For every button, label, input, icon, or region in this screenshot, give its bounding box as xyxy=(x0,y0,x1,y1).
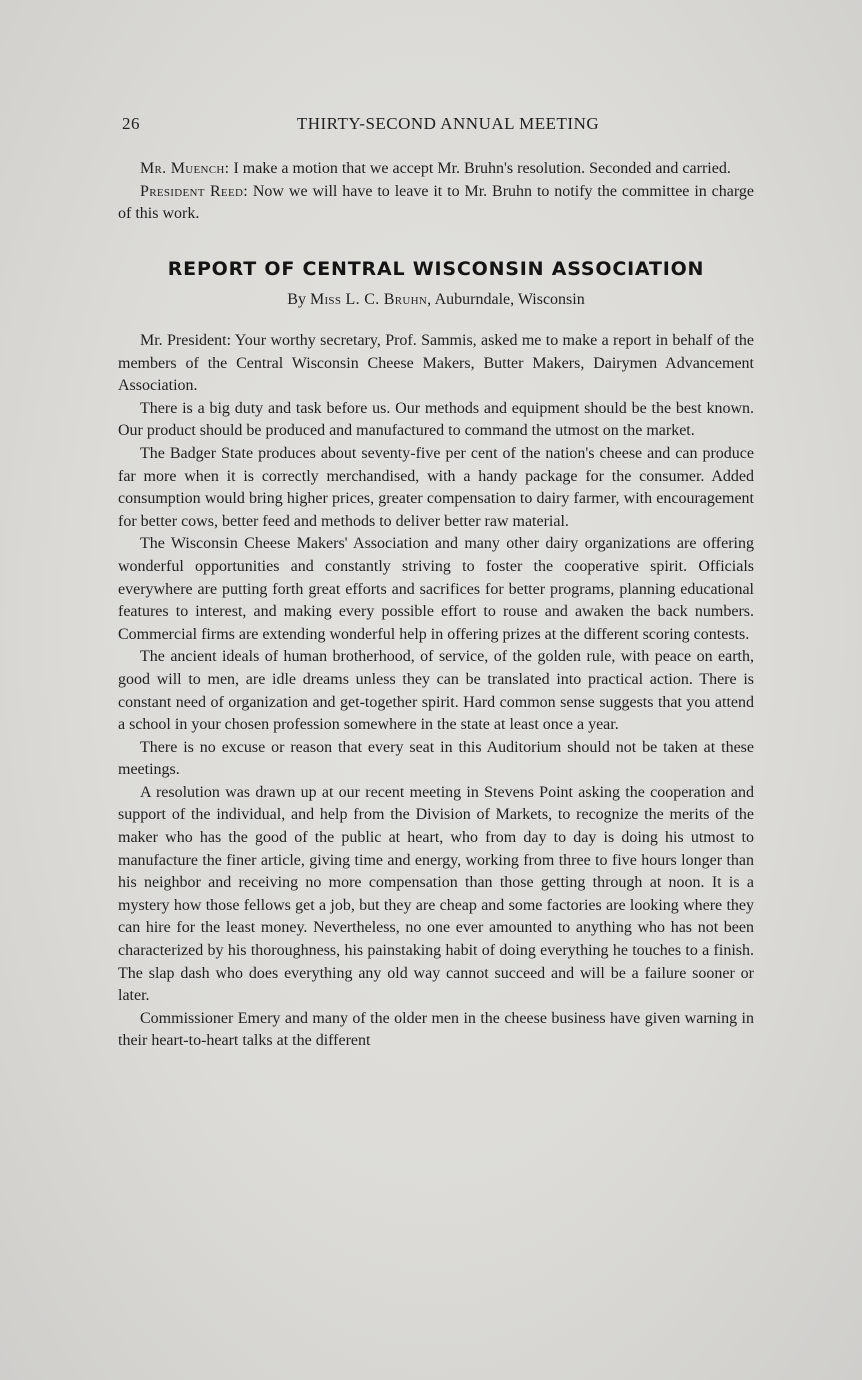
body-paragraph: The ancient ideals of human brotherhood, of service, of the golden rule, with peace on earth, good will to men, are idle dreams unless they can be translated into practical action. There is constant need of organization and get-together spirit. Hard common sense suggests that you attend a school in your chosen profession somewhere in the state at least once a year. xyxy=(118,648,754,734)
dialogue-paragraph xyxy=(118,181,754,226)
running-head-title: THIRTY-SECOND ANNUAL MEETING xyxy=(296,114,600,133)
report-title: REPORT OF CENTRAL WISCONSIN ASSOCIATION xyxy=(167,258,705,280)
dialogue-text: Now we will have to leave it to Mr. Bruhn to notify the committee in charge of this work. xyxy=(118,182,755,223)
body-paragraph: The Wisconsin Cheese Makers' Association and many other dairy organizations are offering wonderful opportunities and constantly striving to foster the cooperative spirit. Officials everywhere are putting forth great efforts and sacrifices for better programs, planning educational features to interest, and making every possible effort to rouse and awaken the back numbers. Commercial firms are extending wonderful help in offering prizes at the different scoring contests. xyxy=(118,535,754,643)
body-paragraph: There is a big duty and task before us. Our methods and equipment should be the best known. Our product should be produced and manufactured to command the utmost on the market. xyxy=(118,399,754,440)
body-paragraph: Mr. President: Your worthy secretary, Prof. Sammis, asked me to make a report in behalf of the members of the Central Wisconsin Cheese Makers, Butter Makers, Dairymen Advancement Association. xyxy=(118,332,754,395)
speaker-name: President Reed: xyxy=(140,182,248,200)
speaker-name: Mr. Muench: xyxy=(140,160,230,177)
report-body xyxy=(118,330,754,1053)
body-paragraph: The Badger State produces about seventy-five per cent of the nation's cheese and can produce far more when it is correctly merchandised, with a handy package for the consumer. Added consumption would bring higher prices, greater compensation to dairy farmer, with encouragement for better cows, better feed and methods to deliver better raw material. xyxy=(118,444,754,530)
dialogue-paragraph xyxy=(118,158,754,181)
byline-author: Miss L. C. Bruhn, xyxy=(309,291,432,308)
page-number: 26 xyxy=(122,114,140,133)
intro-dialogue xyxy=(118,158,754,226)
byline-place: Auburndale, Wisconsin xyxy=(434,291,585,308)
dialogue-text: I make a motion that we accept Mr. Bruhn's resolution. Seconded and carried. xyxy=(233,160,731,177)
byline-prefix: By xyxy=(287,291,306,308)
body-paragraph: There is no excuse or reason that every seat in this Auditorium should not be taken at these meetings. xyxy=(118,738,754,779)
body-paragraph: Commissioner Emery and many of the older men in the cheese business have given warning in their heart-to-heart talks at the different xyxy=(118,1009,754,1050)
running-head xyxy=(122,114,752,138)
body-paragraph: A resolution was drawn up at our recent meeting in Stevens Point asking the cooperation and support of the individual, and help from the Division of Markets, to recognize the merits of the maker who has the good of the public at heart, who from day to day is doing his utmost to manufacture the finer article, giving time and energy, working from three to five hours longer than his neighbor and receiving no more compensation than those getting through at noon. It is a mystery how those fellows get a job, but they are cheap and some factories are looking where they can hire for the least money. Nevertheless, no one ever amounted to anything who has not been characterized by his thoroughness, his painstaking habit of doing everything he touches to a finish. The slap dash who does everything any old way cannot succeed and will be a failure sooner or later. xyxy=(118,783,754,1005)
byline xyxy=(118,291,754,309)
